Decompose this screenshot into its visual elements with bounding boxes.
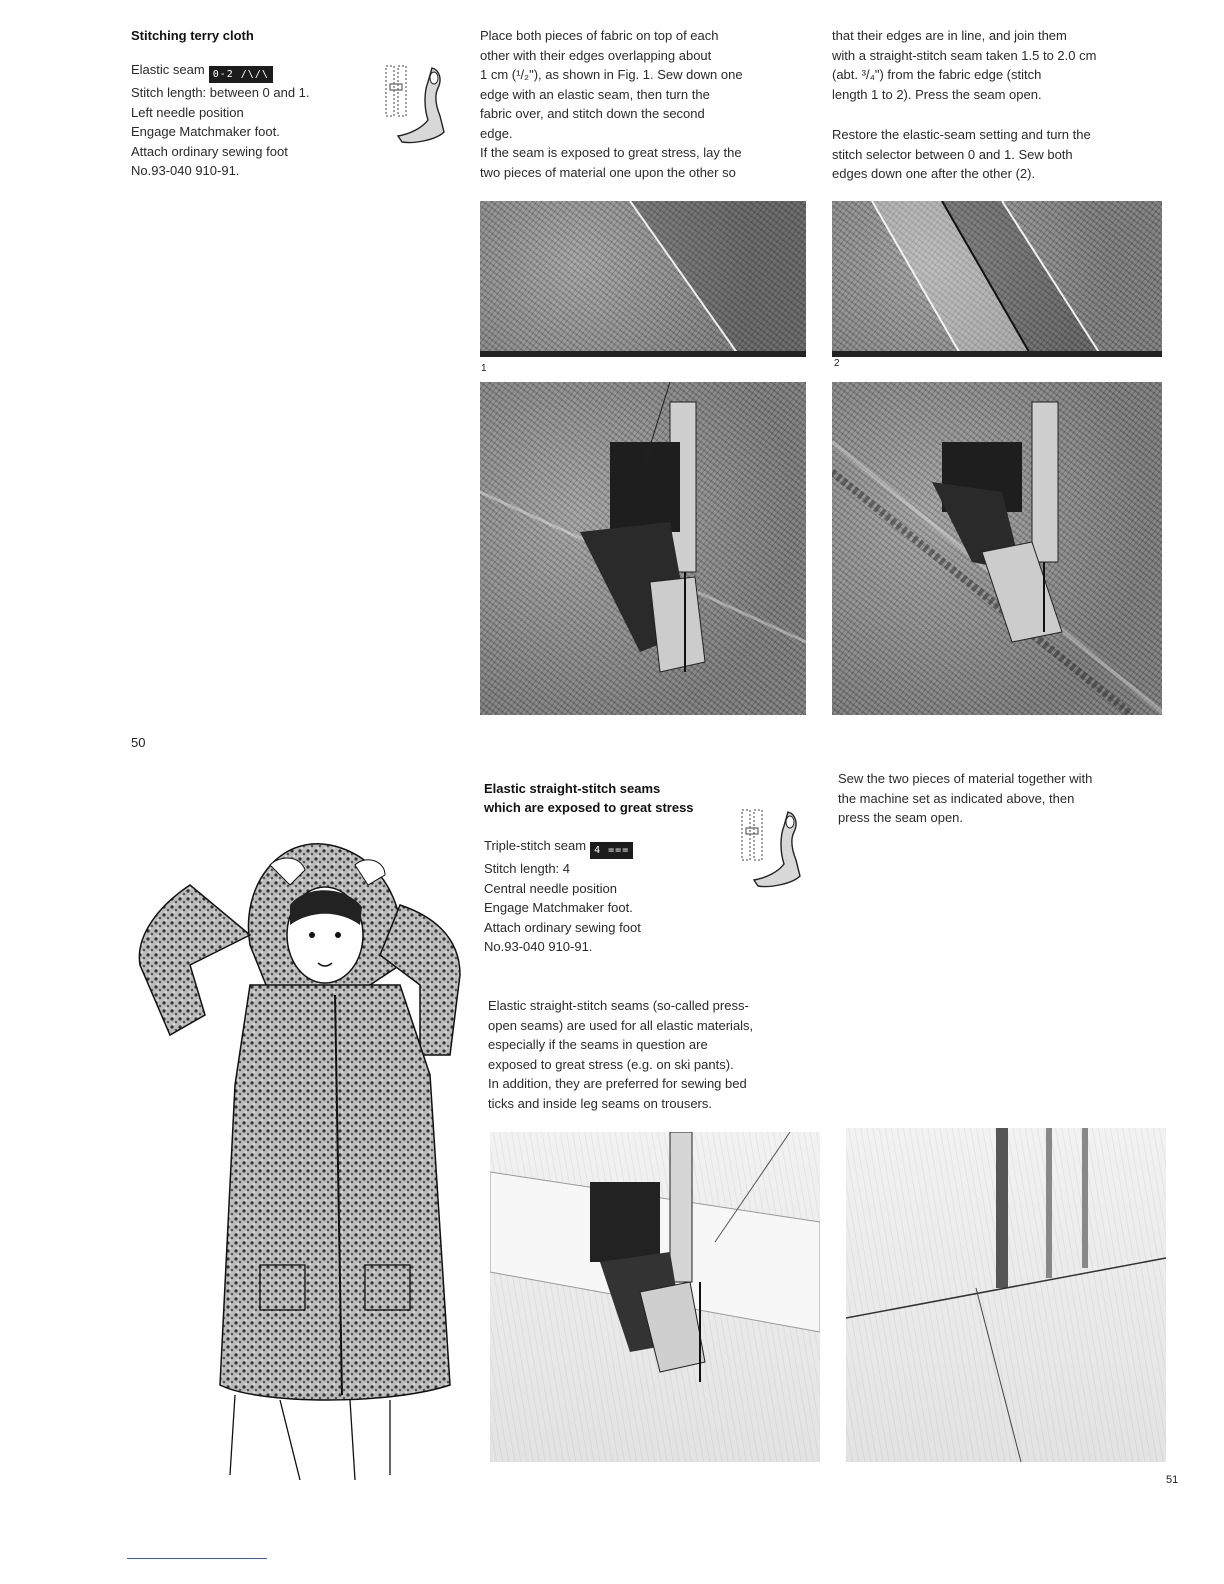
fabric-seam-photo-fig2: [832, 201, 1162, 357]
text-line: edge with an elastic seam, then turn the: [480, 86, 710, 102]
text-line: stitch selector between 0 and 1. Sew both: [832, 146, 1073, 162]
text-line: In addition, they are preferred for sewing bed: [488, 1076, 747, 1091]
setting-line-2: Left needle position: [131, 104, 244, 120]
setting-line-2: Central needle position: [484, 880, 617, 896]
presser-foot-icon: [384, 62, 456, 154]
terry-settings-block: [131, 60, 361, 181]
text-line: that their edges are in line, and join them: [832, 28, 1067, 43]
page-number-right: 51: [1166, 1474, 1179, 1486]
section-heading-line-1: Elastic straight-stitch seams: [484, 781, 661, 796]
text-line: other with their edges overlapping about: [480, 47, 712, 63]
setting-label: Triple-stitch seam: [484, 838, 587, 853]
text-line: the machine set as indicated above, then: [838, 790, 1075, 806]
setting-label: Elastic seam: [131, 62, 205, 77]
pressed-seam-photo: [846, 1128, 1166, 1462]
page-number-left: 50: [131, 735, 146, 750]
text-line: (abt. ³/₄") from the fabric edge (stitch: [832, 67, 1042, 82]
setting-line-5: No.93-040 910-91.: [484, 939, 593, 954]
sew-and-press-instructions: [838, 769, 1166, 828]
text-line: 1 cm (¹/₂"), as shown in Fig. 1. Sew down one: [480, 67, 743, 82]
setting-line-1: Stitch length: 4: [484, 861, 570, 876]
setting-line-4: Attach ordinary sewing foot: [131, 143, 288, 159]
text-line: exposed to great stress (e.g. on ski pants).: [488, 1056, 734, 1072]
text-line: Elastic straight-stitch seams (so-called press-: [488, 998, 749, 1013]
figure-number-1: 1: [481, 363, 487, 374]
text-line: edges down one after the other (2).: [832, 166, 1036, 181]
press-open-seam-description: [488, 996, 816, 1113]
section-heading-line-2: which are exposed to great stress: [484, 800, 694, 815]
setting-line: [484, 836, 724, 859]
text-line: Restore the elastic-seam setting and turn the: [832, 127, 1091, 142]
text-line: length 1 to 2). Press the seam open.: [832, 86, 1042, 102]
straight-seam-instructions: [832, 26, 1162, 104]
text-line: ticks and inside leg seams on trousers.: [488, 1095, 712, 1111]
presser-foot-icon: [740, 806, 812, 898]
restore-instructions: [832, 125, 1162, 184]
text-line: If the seam is exposed to great stress, lay the: [480, 145, 742, 160]
text-line: two pieces of material one upon the other so: [480, 164, 736, 180]
stitch-selector-badge: 4 ===: [590, 842, 633, 859]
text-line: open seams) are used for all elastic materials,: [488, 1017, 754, 1033]
setting-line-3: Engage Matchmaker foot.: [131, 124, 280, 139]
text-line: edge.: [480, 125, 513, 141]
text-line: Sew the two pieces of material together with: [838, 771, 1093, 786]
sewing-terry-photo-left: [480, 382, 806, 715]
sewing-machine-photo: [490, 1132, 820, 1462]
setting-line-5: No.93-040 910-91.: [131, 163, 240, 178]
text-line: fabric over, and stitch down the second: [480, 106, 705, 121]
stitch-selector-badge: 0-2 /\/\: [209, 66, 273, 83]
text-line: Place both pieces of fabric on top of each: [480, 28, 719, 43]
setting-line-4: Attach ordinary sewing foot: [484, 919, 641, 935]
text-line: especially if the seams in question are: [488, 1037, 708, 1052]
setting-line-1: Stitch length: between 0 and 1.: [131, 85, 310, 100]
text-line: press the seam open.: [838, 810, 964, 825]
section-heading-terry-cloth: Stitching terry cloth: [131, 28, 254, 43]
figure-number-2: 2: [834, 358, 840, 369]
setting-line-3: Engage Matchmaker foot.: [484, 900, 633, 915]
text-line: with a straight-stitch seam taken 1.5 to 2.0 cm: [832, 47, 1097, 63]
footer-rule: [127, 1558, 267, 1559]
overlap-instructions: [480, 26, 806, 182]
triple-stitch-settings-block: [484, 836, 724, 957]
fabric-overlap-photo-fig1: [480, 201, 806, 357]
setting-line: [131, 60, 361, 83]
sewing-terry-photo-right: [832, 382, 1162, 715]
woman-in-terry-robe-illustration: [130, 825, 470, 1485]
